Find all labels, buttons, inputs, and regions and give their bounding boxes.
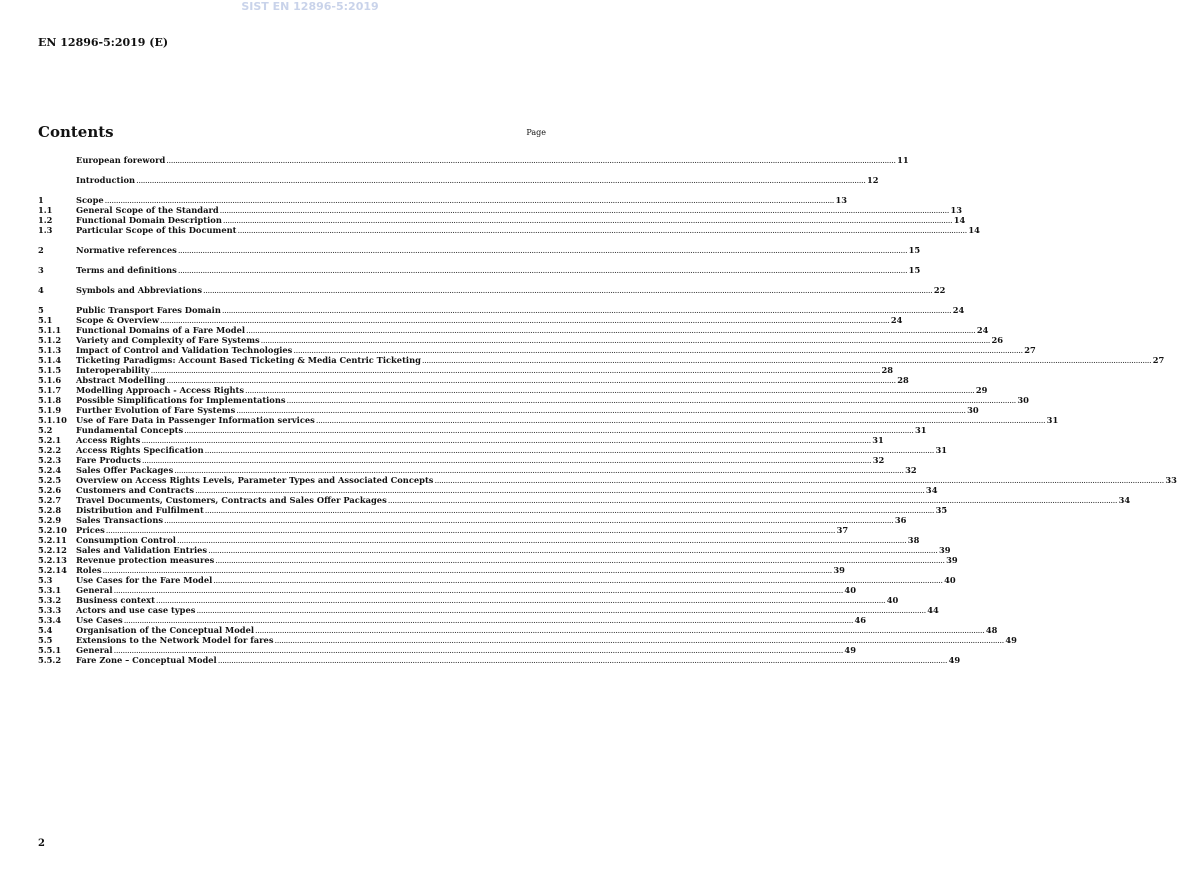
toc-entry-title: Distribution and Fulfilment — [76, 505, 204, 515]
toc-entry-number: 5 — [38, 305, 44, 315]
toc-entry[interactable] — [38, 325, 989, 335]
toc-entry-page: 40 — [886, 595, 899, 605]
toc-entry-number: 5.4 — [38, 625, 53, 635]
toc-entry-number: 3 — [38, 265, 44, 275]
toc-entry[interactable] — [38, 285, 946, 295]
toc-leader-dots — [434, 475, 1163, 485]
toc-entry-number: 5.3.2 — [38, 595, 62, 605]
toc-entry-number: 5.1.10 — [38, 415, 67, 425]
toc-leader-dots — [114, 645, 843, 655]
toc-leader-dots — [208, 545, 937, 555]
toc-entry[interactable] — [38, 605, 939, 615]
toc-entry[interactable] — [38, 365, 894, 375]
toc-entry[interactable] — [38, 615, 867, 625]
toc-entry-page: 40 — [844, 585, 856, 595]
toc-entry-page: 49 — [844, 645, 856, 655]
toc-entry[interactable] — [38, 445, 947, 455]
toc-entry-number: 5.1.5 — [38, 365, 62, 375]
toc-entry-title: General — [76, 585, 113, 595]
toc-entry-number: 5.3.3 — [38, 605, 62, 615]
toc-leader-dots — [388, 495, 1117, 505]
toc-entry-title: Consumption Control — [76, 535, 176, 545]
toc-entry-title: Organisation of the Conceptual Model — [76, 625, 255, 635]
toc-entry-title: Prices — [76, 525, 105, 535]
toc-leader-dots — [236, 405, 965, 415]
toc-entry-number: 5.1 — [38, 315, 53, 325]
toc-entry-number: 5.1.4 — [38, 355, 62, 365]
toc-entry-page: 46 — [854, 615, 867, 625]
toc-entry[interactable] — [38, 345, 1036, 355]
toc-entry-number: 5.1.9 — [38, 405, 62, 415]
toc-entry-number: 1 — [38, 195, 44, 205]
toc-leader-dots — [184, 425, 913, 435]
toc-entry-title: Functional Domains of a Fare Model — [76, 325, 246, 335]
toc-leader-dots — [114, 585, 843, 595]
toc-entry[interactable] — [38, 205, 963, 215]
toc-leader-dots — [166, 155, 895, 165]
toc-entry-title: Use Cases — [76, 615, 123, 625]
toc-entry-title: Fare Products — [76, 455, 141, 465]
toc-entry-number: 5.2 — [38, 425, 53, 435]
toc-entry-number: 5.1.2 — [38, 335, 62, 345]
toc-leader-dots — [164, 515, 893, 525]
toc-entry[interactable] — [38, 575, 956, 585]
toc-entry-page: 44 — [927, 605, 939, 615]
toc-leader-dots — [203, 285, 932, 295]
toc-entry-number: 1.2 — [38, 215, 53, 225]
toc-entry-page: 14 — [968, 225, 980, 235]
toc-entry[interactable] — [38, 335, 1004, 345]
toc-entry-page: 49 — [948, 655, 961, 665]
toc-entry-title: Ticketing Paradigms: Account Based Ticketing & Media Centric Ticketing — [76, 355, 421, 365]
toc-leader-dots — [166, 375, 895, 385]
toc-leader-dots — [142, 455, 871, 465]
toc-leader-dots — [223, 215, 952, 225]
toc-leader-dots — [287, 395, 1016, 405]
toc-entry[interactable] — [38, 635, 1017, 645]
toc-entry-title: Travel Documents, Customers, Contracts and Sales Offer Packages — [76, 495, 387, 505]
toc-leader-dots — [205, 505, 934, 515]
toc-entry-number: 5.2.8 — [38, 505, 62, 515]
toc-leader-dots — [316, 415, 1045, 425]
toc-leader-dots — [245, 385, 974, 395]
toc-entry[interactable] — [38, 265, 921, 275]
toc-entry-page: 32 — [872, 455, 885, 465]
toc-entry-page: 39 — [938, 545, 951, 555]
toc-leader-dots — [275, 635, 1004, 645]
toc-entry-title: Scope & Overview — [76, 315, 160, 325]
toc-entry[interactable] — [38, 505, 948, 515]
toc-entry[interactable] — [38, 465, 917, 475]
toc-entry-title: Business context — [76, 595, 155, 605]
toc-leader-dots — [141, 435, 870, 445]
toc-entry-title: Functional Domain Description — [76, 215, 222, 225]
toc-leader-dots — [103, 565, 832, 575]
toc-entry-page: 31 — [872, 435, 884, 445]
toc-entry-number: 5.2.10 — [38, 525, 67, 535]
toc-entry-title: General — [76, 645, 113, 655]
toc-entry-title: Use Cases for the Fare Model — [76, 575, 213, 585]
toc-leader-dots — [178, 265, 907, 275]
toc-entry-page: 28 — [897, 375, 909, 385]
toc-leader-dots — [136, 175, 865, 185]
toc-entry-title: Roles — [76, 565, 102, 575]
toc-entry-title: Actors and use case types — [76, 605, 196, 615]
toc-entry-number: 5.5.2 — [38, 655, 62, 665]
toc-leader-dots — [213, 575, 942, 585]
toc-entry[interactable] — [38, 355, 1165, 365]
toc-entry-page: 26 — [991, 335, 1004, 345]
toc-entry-page: 13 — [835, 195, 848, 205]
toc-entry-title: Particular Scope of this Document — [76, 225, 237, 235]
toc-leader-dots — [174, 465, 903, 475]
toc-leader-dots — [246, 325, 975, 335]
toc-entry-title: Impact of Control and Validation Technologies — [76, 345, 293, 355]
toc-entry[interactable] — [38, 415, 1059, 425]
toc-entry-page: 37 — [836, 525, 849, 535]
toc-entry-number: 5.2.7 — [38, 495, 62, 505]
toc-entry-title: Use of Fare Data in Passenger Information services — [76, 415, 315, 425]
toc-entry-number: 5.2.14 — [38, 565, 67, 575]
toc-entry-number: 5.2.9 — [38, 515, 62, 525]
toc-entry-number: 5.1.3 — [38, 345, 62, 355]
toc-leader-dots — [215, 555, 944, 565]
toc-entry[interactable] — [38, 495, 1131, 505]
toc-entry[interactable] — [38, 245, 921, 255]
toc-entry-page: 13 — [950, 205, 963, 215]
toc-entry-title: Revenue protection measures — [76, 555, 215, 565]
toc-entry[interactable] — [38, 645, 856, 655]
contents-title: Contents — [38, 123, 114, 141]
toc-entry[interactable] — [38, 225, 980, 235]
toc-entry[interactable] — [38, 545, 951, 555]
toc-entry[interactable] — [38, 175, 879, 185]
toc-entry-title: Modelling Approach - Access Rights — [76, 385, 245, 395]
toc-leader-dots — [195, 485, 924, 495]
toc-entry[interactable] — [38, 425, 927, 435]
toc-entry[interactable] — [38, 315, 903, 325]
toc-entry-page: 34 — [1118, 495, 1131, 505]
toc-leader-dots — [205, 445, 934, 455]
page-column-label: Page — [526, 128, 546, 137]
toc-entry-title: Overview on Access Rights Levels, Parameter Types and Associated Concepts — [76, 475, 434, 485]
toc-entry-page: 11 — [897, 155, 909, 165]
toc-entry-number: 5.1.6 — [38, 375, 62, 385]
toc-entry-title: Fare Zone – Conceptual Model — [76, 655, 217, 665]
toc-entry-page: 24 — [976, 325, 989, 335]
toc-entry-number: 5.2.5 — [38, 475, 62, 485]
toc-entry-title: Normative references — [76, 245, 177, 255]
toc-entry[interactable] — [38, 525, 849, 535]
toc-entry-number: 5.5 — [38, 635, 53, 645]
toc-entry[interactable] — [38, 625, 998, 635]
toc-entry-page: 12 — [866, 175, 879, 185]
toc-entry-page: 27 — [1152, 355, 1165, 365]
toc-entry-number: 5.2.13 — [38, 555, 67, 565]
toc-entry[interactable] — [38, 515, 907, 525]
toc-entry-title: Sales and Validation Entries — [76, 545, 208, 555]
toc-entry-title: Fundamental Concepts — [76, 425, 184, 435]
toc-leader-dots — [151, 365, 880, 375]
toc-entry[interactable] — [38, 385, 988, 395]
toc-entry-page: 27 — [1024, 345, 1036, 355]
toc-entry-page: 33 — [1165, 475, 1177, 485]
toc-entry[interactable] — [38, 655, 961, 665]
toc-entry-page: 34 — [925, 485, 938, 495]
watermark: SIST EN 12896-5:2019 — [241, 0, 379, 13]
toc-entry[interactable] — [38, 435, 884, 445]
toc-entry-title: Symbols and Abbreviations — [76, 285, 202, 295]
toc-entry[interactable] — [38, 565, 845, 575]
toc-entry-number: 5.2.11 — [38, 535, 67, 545]
toc-entry-page: 15 — [908, 265, 921, 275]
toc-leader-dots — [293, 345, 1022, 355]
toc-entry-number: 5.2.2 — [38, 445, 62, 455]
toc-entry-title: Sales Transactions — [76, 515, 164, 525]
toc-leader-dots — [124, 615, 853, 625]
toc-entry-number: 5.2.3 — [38, 455, 62, 465]
toc-entry-title: Extensions to the Network Model for fares — [76, 635, 274, 645]
toc-entry[interactable] — [38, 215, 966, 225]
toc-entry-page: 49 — [1005, 635, 1017, 645]
toc-entry-title: Customers and Contracts — [76, 485, 195, 495]
toc-leader-dots — [177, 535, 906, 545]
toc-entry-page: 14 — [953, 215, 966, 225]
toc-entry-page: 39 — [833, 565, 845, 575]
toc-entry-title: Access Rights Specification — [76, 445, 204, 455]
toc-entry-title: Interoperability — [76, 365, 150, 375]
toc-leader-dots — [218, 655, 947, 665]
toc-entry-page: 22 — [933, 285, 946, 295]
toc-entry-page: 39 — [946, 555, 958, 565]
toc-entry-number: 5.3 — [38, 575, 53, 585]
toc-entry-page: 15 — [908, 245, 921, 255]
toc-entry-title: Further Evolution of Fare Systems — [76, 405, 236, 415]
toc-entry[interactable] — [38, 475, 1177, 485]
toc-entry-title: Abstract Modelling — [76, 375, 166, 385]
toc-entry[interactable] — [38, 395, 1029, 405]
toc-entry-number: 4 — [38, 285, 44, 295]
toc-leader-dots — [196, 605, 925, 615]
toc-entry[interactable] — [38, 375, 909, 385]
toc-entry-title: European foreword — [76, 155, 166, 165]
toc-entry-number: 5.2.12 — [38, 545, 67, 555]
toc-entry[interactable] — [38, 595, 899, 605]
toc-entry-number: 1.1 — [38, 205, 53, 215]
toc-entry[interactable] — [38, 585, 856, 595]
toc-entry-title: Access Rights — [76, 435, 141, 445]
toc-entry-page: 29 — [975, 385, 988, 395]
toc-entry-number: 5.3.4 — [38, 615, 62, 625]
toc-entry-page: 35 — [935, 505, 948, 515]
toc-entry-page: 40 — [944, 575, 956, 585]
toc-entry[interactable] — [38, 485, 938, 495]
toc-entry-title: Possible Simplifications for Implementations — [76, 395, 286, 405]
document-id: EN 12896-5:2019 (E) — [38, 36, 169, 49]
toc-entry-number: 5.3.1 — [38, 585, 62, 595]
toc-entry-title: Sales Offer Packages — [76, 465, 174, 475]
toc-leader-dots — [160, 315, 889, 325]
toc-entry-title: Variety and Complexity of Fare Systems — [76, 335, 260, 345]
toc-leader-dots — [261, 335, 990, 345]
toc-entry[interactable] — [38, 305, 965, 315]
toc-entry-page: 30 — [1017, 395, 1029, 405]
toc-leader-dots — [422, 355, 1151, 365]
toc-entry-page: 31 — [914, 425, 927, 435]
toc-entry-page: 31 — [935, 445, 947, 455]
toc-leader-dots — [255, 625, 984, 635]
toc-entry-page: 24 — [890, 315, 903, 325]
toc-entry-page: 28 — [881, 365, 894, 375]
toc-entry-page: 31 — [1046, 415, 1059, 425]
toc-entry-title: Introduction — [76, 175, 136, 185]
toc-leader-dots — [222, 305, 951, 315]
toc-entry[interactable] — [38, 455, 885, 465]
toc-entry-number: 5.1.8 — [38, 395, 62, 405]
toc-entry[interactable] — [38, 155, 909, 165]
toc-entry-title: Public Transport Fares Domain — [76, 305, 221, 315]
toc-entry[interactable] — [38, 555, 958, 565]
toc-entry-page: 38 — [907, 535, 920, 545]
page-number: 2 — [38, 838, 45, 849]
toc-entry-page: 30 — [967, 405, 979, 415]
toc-leader-dots — [156, 595, 885, 605]
toc-entry-page: 32 — [905, 465, 917, 475]
toc-entry-number: 5.5.1 — [38, 645, 62, 655]
toc-entry-number: 5.2.1 — [38, 435, 62, 445]
table-of-contents — [38, 155, 1177, 665]
toc-leader-dots — [178, 245, 907, 255]
toc-entry-number: 2 — [38, 245, 44, 255]
toc-entry[interactable] — [38, 405, 979, 415]
toc-entry[interactable] — [38, 195, 848, 205]
toc-leader-dots — [105, 195, 834, 205]
toc-entry-title: Terms and definitions — [76, 265, 177, 275]
toc-entry-number: 1.3 — [38, 225, 53, 235]
toc-entry-page: 48 — [985, 625, 998, 635]
toc-entry-page: 36 — [894, 515, 907, 525]
toc-entry-number: 5.1.7 — [38, 385, 62, 395]
toc-entry-number: 5.1.1 — [38, 325, 62, 335]
toc-entry-title: General Scope of the Standard — [76, 205, 219, 215]
toc-leader-dots — [220, 205, 949, 215]
toc-entry-number: 5.2.6 — [38, 485, 62, 495]
toc-leader-dots — [106, 525, 835, 535]
toc-entry-page: 24 — [952, 305, 965, 315]
toc-entry-number: 5.2.4 — [38, 465, 62, 475]
toc-entry-title: Scope — [76, 195, 104, 205]
toc-leader-dots — [237, 225, 966, 235]
toc-entry[interactable] — [38, 535, 920, 545]
